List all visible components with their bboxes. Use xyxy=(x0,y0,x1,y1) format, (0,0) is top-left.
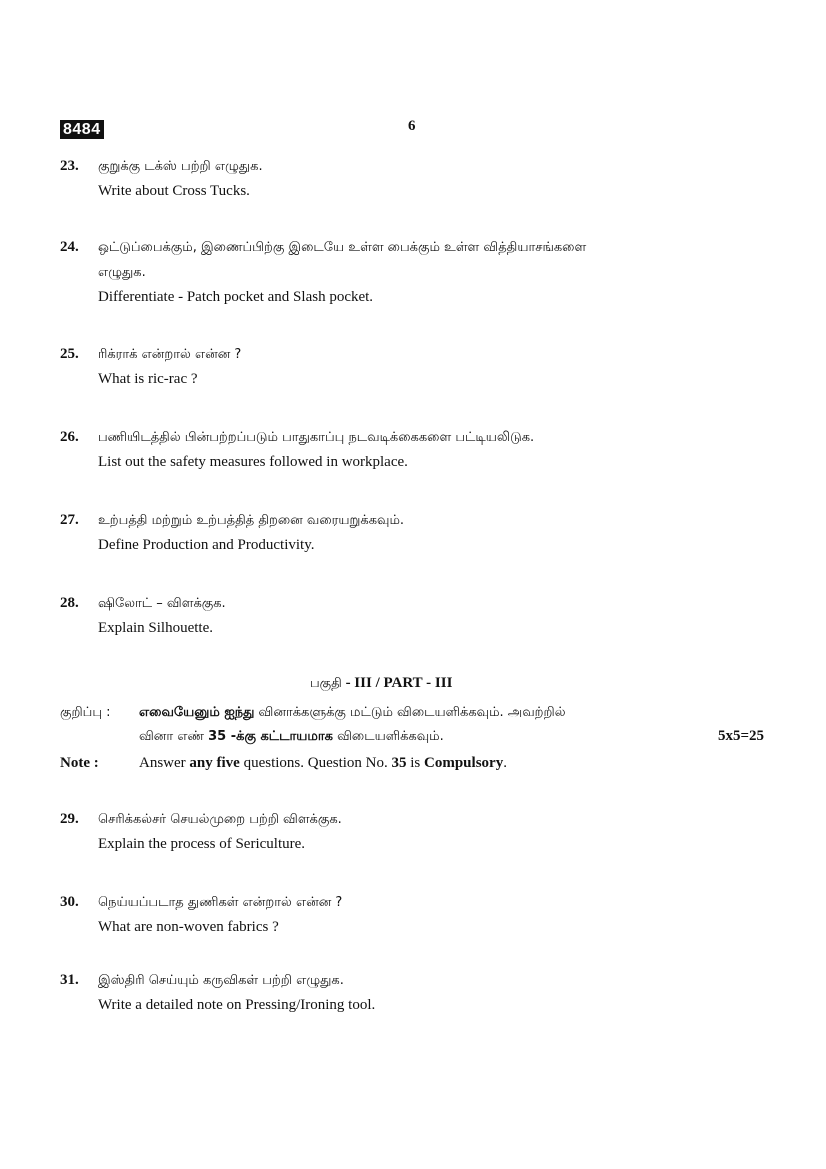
note-label: Note : xyxy=(60,755,99,771)
question-number: 31. xyxy=(60,972,79,988)
question-number: 24. xyxy=(60,239,79,255)
text-segment: விடையளிக்கவும். xyxy=(333,729,444,744)
paper-code-badge: 8484 xyxy=(60,120,104,139)
question-number: 27. xyxy=(60,512,79,528)
question-english: What are non-woven fabrics ? xyxy=(98,919,279,935)
question-number: 25. xyxy=(60,346,79,362)
question-number: 23. xyxy=(60,158,79,174)
question-tamil: ஷிலோட் – விளக்குக. xyxy=(98,596,226,611)
question-english: What is ric-rac ? xyxy=(98,371,198,387)
part-heading-english: - III / PART - III xyxy=(341,675,453,691)
question-tamil: ரிக்ராக் என்றால் என்ன ? xyxy=(98,347,242,362)
kurippu-label: குறிப்பு : xyxy=(60,705,111,720)
part-heading xyxy=(310,675,452,692)
question-tamil: உற்பத்தி மற்றும் உற்பத்தித் திறனை வரையறுக்கவும். xyxy=(98,513,405,528)
text-segment: 35 -க்கு கட்டாயமாக xyxy=(208,729,333,744)
text-segment: is xyxy=(406,755,425,771)
question-number: 29. xyxy=(60,811,79,827)
text-segment: வினாக்களுக்கு மட்டும் விடையளிக்கவும். அவற்றில் xyxy=(254,705,566,720)
question-english: Explain the process of Sericulture. xyxy=(98,836,306,852)
text-segment: வினா எண் xyxy=(139,729,209,744)
question-tamil: செரிக்கல்சர் செயல்முறை பற்றி விளக்குக. xyxy=(98,812,342,827)
part-heading-tamil: பகுதி xyxy=(310,676,342,691)
question-tamil: ஒட்டுப்பைக்கும், இணைப்பிற்கு இடையே உள்ள பைக்கும் உள்ள வித்தியாசங்களை xyxy=(98,240,587,255)
kurippu-line-2 xyxy=(139,729,444,745)
question-english: Explain Silhouette. xyxy=(98,620,213,636)
question-english: List out the safety measures followed in workplace. xyxy=(98,454,408,470)
question-number: 26. xyxy=(60,429,79,445)
question-english: Differentiate - Patch pocket and Slash pocket. xyxy=(98,289,374,305)
question-number: 30. xyxy=(60,894,79,910)
question-number: 28. xyxy=(60,595,79,611)
note-text xyxy=(139,755,507,772)
text-segment: . xyxy=(503,755,507,771)
question-tamil: நெய்யப்படாத துணிகள் என்றால் என்ன ? xyxy=(98,895,343,910)
text-segment: questions. Question No. xyxy=(239,755,392,771)
text-segment: Answer xyxy=(139,755,190,771)
marks: 5x5=25 xyxy=(717,728,764,744)
text-segment: 35 xyxy=(391,755,407,771)
question-english: Write a detailed note on Pressing/Ironing tool. xyxy=(98,997,376,1013)
page-number: 6 xyxy=(408,118,416,134)
question-english: Define Production and Productivity. xyxy=(98,537,315,553)
question-tamil: குறுக்கு டக்ஸ் பற்றி எழுதுக. xyxy=(98,159,263,174)
text-segment: Compulsory xyxy=(424,755,504,771)
text-segment: any five xyxy=(189,755,240,771)
text-segment: எவையேனும் ஐந்து xyxy=(139,705,255,720)
kurippu-line-1 xyxy=(139,705,566,721)
question-tamil: இஸ்திரி செய்யும் கருவிகள் பற்றி எழுதுக. xyxy=(98,973,344,988)
question-english: Write about Cross Tucks. xyxy=(98,183,250,199)
question-tamil: எழுதுக. xyxy=(98,265,146,280)
question-tamil: பணியிடத்தில் பின்பற்றப்படும் பாதுகாப்பு நடவடிக்கைகளை பட்டியலிடுக. xyxy=(98,430,535,445)
